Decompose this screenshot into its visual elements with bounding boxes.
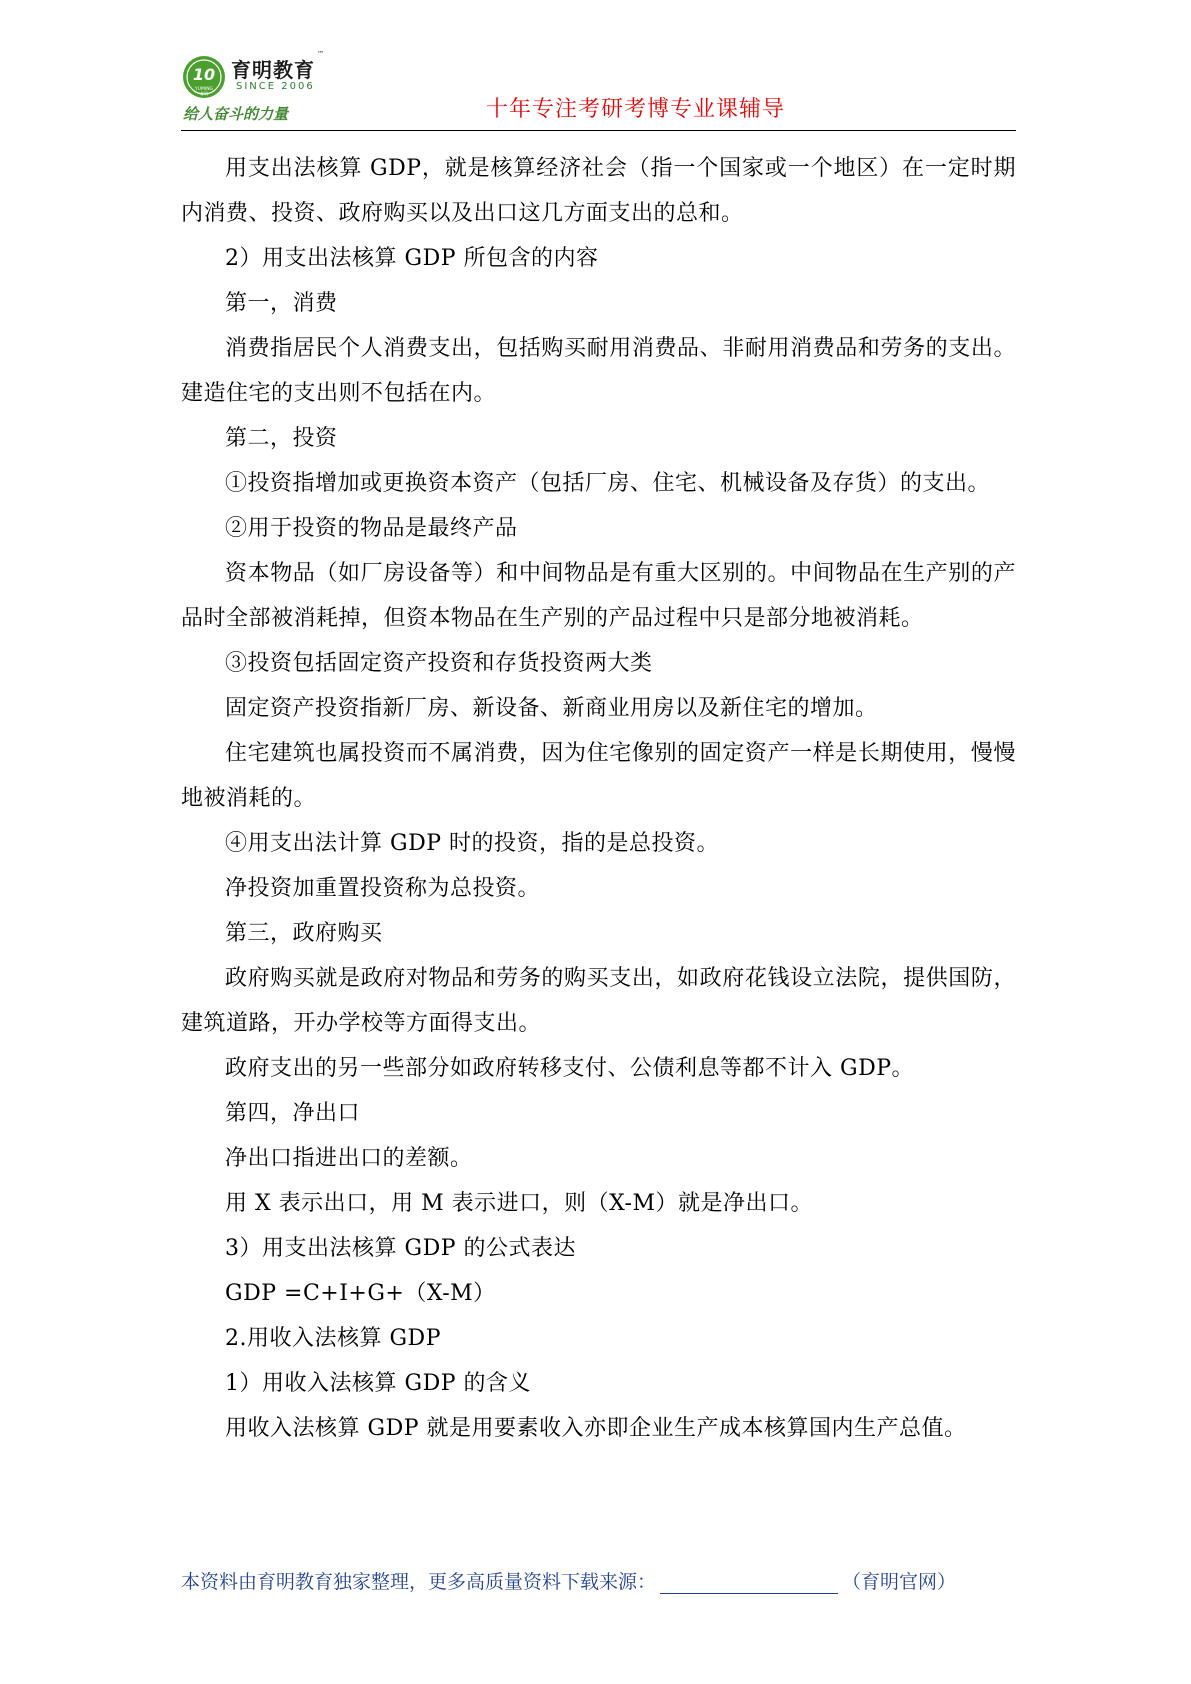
header-divider: [181, 130, 1016, 131]
body-paragraph: 固定资产投资指新厂房、新设备、新商业用房以及新住宅的增加。: [225, 696, 878, 721]
body-paragraph: 用 X 表示出口，用 M 表示进口，则（X-M）就是净出口。: [225, 1191, 814, 1216]
page-header: [181, 50, 1016, 130]
body-paragraph: 资本物品（如厂房设备等）和中间物品是有重大区别的。中间物品在生产别的产品时全部被消耗掉，但资本物品在生产别的产品过程中只是部分地被消耗。: [181, 561, 1016, 631]
header-tagline: 十年专注考研考博专业课辅导: [486, 97, 786, 122]
footer-link-blank: [660, 1575, 838, 1594]
body-paragraph: 2.用收入法核算 GDP: [225, 1326, 441, 1351]
logo-mark-icon: [181, 54, 227, 100]
body-paragraph: 第一，消费: [225, 291, 338, 316]
logo-name: 育明教育: [231, 58, 315, 82]
body-paragraph: ③投资包括固定资产投资和存货投资两大类: [225, 651, 653, 676]
body-paragraph: GDP =C+I+G+（X-M）: [225, 1281, 496, 1306]
body-paragraph: 住宅建筑也属投资而不属消费，因为住宅像别的固定资产一样是长期使用，慢慢地被消耗的。: [181, 741, 1016, 811]
body-paragraph: 第三，政府购买: [225, 921, 383, 946]
body-paragraph: 净投资加重置投资称为总投资。: [225, 876, 541, 901]
body-paragraph: 净出口指进出口的差额。: [225, 1146, 473, 1171]
footer-source-label: （育明官网）: [842, 1571, 957, 1593]
logo-trademark: ™: [317, 50, 324, 58]
document-body: [181, 146, 1016, 1451]
body-paragraph: 1）用收入法核算 GDP 的含义: [225, 1371, 531, 1396]
body-paragraph: 政府购买就是政府对物品和劳务的购买支出，如政府花钱设立法院，提供国防，建筑道路，开办学校等方面得支出。: [181, 966, 1016, 1036]
logo-slogan: 给人奋斗的力量: [183, 105, 289, 123]
body-paragraph: 3）用支出法核算 GDP 的公式表达: [225, 1236, 576, 1261]
body-paragraph: ②用于投资的物品是最终产品: [225, 516, 518, 541]
logo: [181, 50, 331, 126]
body-paragraph: 政府支出的另一些部分如政府转移支付、公债利息等都不计入 GDP。: [225, 1056, 915, 1081]
body-paragraph: 用支出法核算 GDP，就是核算经济社会（指一个国家或一个地区）在一定时期内消费、投资、政府购买以及出口这几方面支出的总和。: [181, 156, 1016, 226]
body-paragraph: ④用支出法计算 GDP 时的投资，指的是总投资。: [225, 831, 720, 856]
page-footer: [181, 1567, 1016, 1594]
footer-text: 本资料由育明教育独家整理，更多高质量资料下载来源：: [181, 1571, 657, 1593]
body-paragraph: ①投资指增加或更换资本资产（包括厂房、住宅、机械设备及存货）的支出。: [225, 471, 991, 496]
logo-mark-sub: 育明: [200, 91, 208, 96]
body-paragraph: 第二，投资: [225, 426, 338, 451]
logo-since: SINCE 2006: [236, 81, 315, 92]
logo-mark-text: YUMING: [194, 87, 214, 92]
body-paragraph: 消费指居民个人消费支出，包括购买耐用消费品、非耐用消费品和劳务的支出。建造住宅的支出则不包括在内。: [181, 336, 1016, 406]
body-paragraph: 第四，净出口: [225, 1101, 361, 1126]
svg-text:10: 10: [192, 65, 216, 84]
body-paragraph: 用收入法核算 GDP 就是用要素收入亦即企业生产成本核算国内生产总值。: [225, 1416, 967, 1441]
body-paragraph: 2）用支出法核算 GDP 所包含的内容: [225, 246, 599, 271]
